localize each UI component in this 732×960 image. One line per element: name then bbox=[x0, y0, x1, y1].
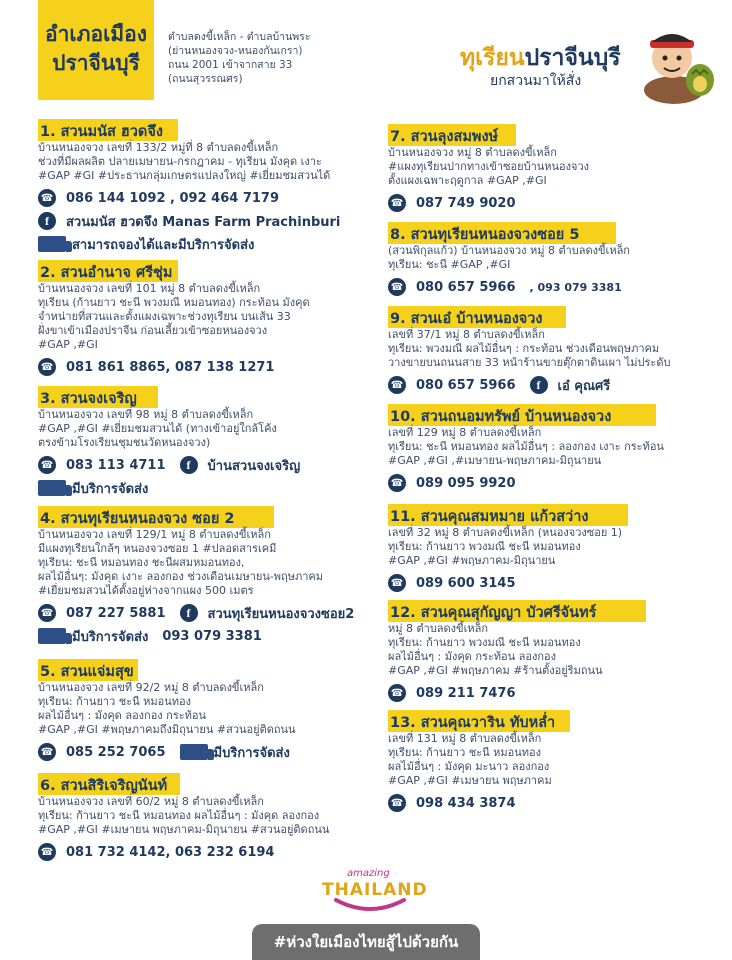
phone-number: 081 732 4142, 063 232 6194 bbox=[66, 844, 275, 860]
phone-number: 098 434 3874 bbox=[416, 795, 516, 811]
phone-icon: ☎ bbox=[388, 194, 406, 212]
phone-number: 080 657 5966 bbox=[416, 377, 516, 393]
phone-number: 089 600 3145 bbox=[416, 575, 516, 591]
contact-row bbox=[38, 626, 262, 646]
contact-row bbox=[38, 188, 279, 208]
orchard-details bbox=[388, 622, 603, 678]
facebook-page-name: สวนมนัส ฮวดจึง Manas Farm Prachinburi bbox=[66, 214, 341, 230]
phone-icon: ☎ bbox=[388, 794, 406, 812]
detail-line: ทุเรียน (ก้านยาว ชะนี พวงมณี หมอนทอง) กระท้อน มังคุด bbox=[38, 296, 310, 309]
orchard-details bbox=[38, 795, 329, 837]
facebook-page-name: สวนทุเรียนหนองจวงซอย2 bbox=[207, 606, 355, 622]
phone-number: 086 144 1092 , 092 464 7179 bbox=[66, 190, 280, 206]
facebook-icon: f bbox=[180, 604, 198, 622]
orchard-title: 5. สวนแจ่มสุข bbox=[40, 664, 134, 680]
phone-icon: ☎ bbox=[388, 278, 406, 296]
orchard-details bbox=[388, 526, 622, 568]
contact-row bbox=[38, 455, 300, 475]
orchard-title: 10. สวนถนอมทรัพย์ บ้านหนองจวง bbox=[390, 409, 612, 425]
delivery-truck-icon bbox=[38, 236, 66, 252]
delivery-note: มีบริการจัดส่ง bbox=[72, 629, 149, 645]
durian-mascot-icon bbox=[640, 26, 716, 106]
contact-row bbox=[38, 357, 274, 377]
contact-row bbox=[388, 375, 610, 395]
contact-row bbox=[38, 842, 274, 862]
detail-line: #GAP ,#GI #พฤษภาคม-มิถุนายน bbox=[388, 554, 556, 567]
detail-line: เลขที่ 32 หมู่ 8 ตำบลดงขี้เหล็ก (หนองจวงซอย 1) bbox=[388, 526, 623, 539]
contact-row bbox=[388, 793, 516, 813]
phone-icon: ☎ bbox=[38, 189, 56, 207]
orchard-title: 6. สวนสิริเจริญนันท์ bbox=[40, 778, 168, 794]
brand-title-highlight: ทุเรียน bbox=[460, 45, 525, 71]
detail-line: บ้านหนองจวง เลขที่ 92/2 หมู่ 8 ตำบลดงขี้เหล็ก bbox=[38, 681, 264, 694]
detail-line: บ้านหนองจวง เลขที่ 60/2 หมู่ 8 ตำบลดงขี้เหล็ก bbox=[38, 795, 264, 808]
detail-line: ทุเรียน: ชะนี #GAP ,#GI bbox=[388, 258, 511, 271]
detail-line: เลขที่ 131 หมู่ 8 ตำบลดงขี้เหล็ก bbox=[388, 732, 542, 745]
detail-line: บ้านหนองจวง หมู่ 8 ตำบลดงขี้เหล็ก bbox=[388, 146, 557, 159]
detail-line: #GAP ,#GI #เยี่ยมชมสวนได้ (ทางเข้าอยู่ใกล้โค้ง bbox=[38, 422, 277, 435]
detail-line: ทุเรียน: ก้านยาว พวงมณี ชะนี หมอนทอง bbox=[388, 636, 581, 649]
detail-line: #GAP #GI #ประธานกลุ่มเกษตรแปลงใหญ่ #เยี่ยมชมสวนได้ bbox=[38, 169, 331, 182]
orchard-title: 9. สวนเอ๋ บ้านหนองจวง bbox=[390, 311, 543, 327]
address-line: ถนน 2001 เข้าจากสาย 33 bbox=[168, 59, 293, 71]
detail-line: (สวนพิกุลแก้ว) บ้านหนองจวง หมู่ 8 ตำบลดงขี้เหล็ก bbox=[388, 244, 630, 257]
delivery-note: สามารถจองได้และมีบริการจัดส่ง bbox=[72, 237, 255, 253]
brand-title-rest: ปราจีนบุรี bbox=[524, 45, 621, 71]
contact-row bbox=[38, 603, 354, 623]
contact-row bbox=[388, 193, 516, 213]
orchard-title: 2. สวนอำนาจ ศรีชุ่ม bbox=[40, 265, 173, 281]
detail-line: บ้านหนองจวง เลขที่ 129/1 หมู่ 8 ตำบลดงขี้เหล็ก bbox=[38, 528, 271, 541]
detail-line: #แผงทุเรียนปากทางเข้าซอยบ้านหนองจวง bbox=[388, 160, 590, 173]
address-line: (ถนนสุวรรณศร) bbox=[168, 73, 243, 85]
thailand-swoosh-icon bbox=[330, 896, 410, 914]
contact-row bbox=[388, 277, 622, 297]
orchard-details bbox=[388, 328, 670, 370]
phone-number: 085 252 7065 bbox=[66, 744, 166, 760]
detail-line: ผลไม้อื่นๆ : มังคุด กระท้อน ลองกอง bbox=[388, 650, 557, 663]
detail-line: ผลไม้อื่นๆ : มังคุด มะนาว ลองกอง bbox=[388, 760, 550, 773]
address-line: ตำบลดงขี้เหล็ก - ตำบลบ้านพระ bbox=[168, 31, 311, 43]
amazing-thailand-logo-small: amazing bbox=[347, 868, 390, 879]
detail-line: บ้านหนองจวง เลขที่ 133/2 หมู่ที่ 8 ตำบลดงขี้เหล็ก bbox=[38, 141, 279, 154]
orchard-details bbox=[388, 244, 630, 272]
delivery-note: มีบริการจัดส่ง bbox=[72, 481, 149, 497]
amazing-thailand-logo-text: THAILAND bbox=[322, 880, 428, 900]
detail-line: ทุเรียน: ก้านยาว พวงมณี ชะนี หมอนทอง bbox=[388, 540, 581, 553]
district-line2: ปราจีนบุรี bbox=[52, 51, 140, 75]
delivery-truck-icon bbox=[38, 628, 66, 644]
orchard-details bbox=[388, 146, 589, 188]
brand-subtitle: ยกสวนมาให้สั่ง bbox=[490, 73, 582, 89]
phone-number: 083 113 4711 bbox=[66, 457, 166, 473]
delivery-truck-icon bbox=[38, 480, 66, 496]
detail-line: #GAP ,#GI ,#เมษายน-พฤษภาคม-มิถุนายน bbox=[388, 454, 602, 467]
facebook-icon: f bbox=[530, 376, 548, 394]
detail-line: #GAP ,#GI #เมษายน พฤษภาคม-มิถุนายน #สวนอยู่ติดถนน bbox=[38, 823, 330, 836]
phone-number: 087 749 9020 bbox=[416, 195, 516, 211]
detail-line: ผลไม้อื่นๆ: มังคุด เงาะ ลองกอง ช่วงเดือนเมษายน-พฤษภาคม bbox=[38, 570, 324, 583]
detail-line: จำหน่ายที่สวนและตั้งแผงเฉพาะช่วงทุเรียน บนเส้น 33 bbox=[38, 310, 291, 323]
orchard-details bbox=[388, 426, 664, 468]
orchard-title: 11. สวนคุณสมหมาย แก้วสว่าง bbox=[390, 509, 589, 525]
detail-line: ผลไม้อื่นๆ : มังคุด ลองกอง กระท้อน bbox=[38, 709, 207, 722]
facebook-icon: f bbox=[180, 456, 198, 474]
phone-icon: ☎ bbox=[38, 604, 56, 622]
detail-line: เลขที่ 37/1 หมู่ 8 ตำบลดงขี้เหล็ก bbox=[388, 328, 545, 341]
phone-icon: ☎ bbox=[38, 456, 56, 474]
orchard-title: 1. สวนมนัส ฮวดจึง bbox=[40, 124, 163, 140]
detail-line: วางขายบนถนนสาย 33 หน้าร้านขายตุ๊กตาดินเผา ไม่ประดับ bbox=[388, 356, 671, 369]
detail-line: มีแผงทุเรียนใกล้ๆ หนองจวงซอย 1 #ปลอดสารเคมี bbox=[38, 542, 277, 555]
orchard-title: 13. สวนคุณวาริน ทับหล่ำ bbox=[390, 715, 556, 731]
contact-row bbox=[38, 211, 340, 231]
orchard-details bbox=[38, 681, 296, 737]
phone-number: 081 861 8865, 087 138 1271 bbox=[66, 359, 275, 375]
facebook-icon: f bbox=[38, 212, 56, 230]
detail-line: ทุเรียน: ชะนี หมอนทอง ผลไม้อื่นๆ : ลองกอง เงาะ กระท้อน bbox=[388, 440, 664, 453]
contact-row bbox=[38, 478, 148, 498]
phone-number: 089 211 7476 bbox=[416, 685, 516, 701]
contact-row bbox=[38, 234, 254, 254]
phone-icon: ☎ bbox=[38, 843, 56, 861]
orchard-details bbox=[38, 408, 277, 450]
orchard-title: 12. สวนคุณสุกัญญา บัวศรีจันทร์ bbox=[390, 605, 597, 621]
detail-line: #เยี่ยมชมสวนได้ตั้งอยู่ห่างจากแผง 500 เมตร bbox=[38, 584, 254, 597]
phone-number: 080 657 5966 bbox=[416, 279, 516, 295]
phone-icon: ☎ bbox=[38, 743, 56, 761]
contact-row bbox=[388, 573, 516, 593]
address-line: (ย่านหนองจวง-หนองกันเกรา) bbox=[168, 45, 303, 57]
orchard-details bbox=[388, 732, 552, 788]
orchard-details bbox=[38, 141, 330, 183]
orchard-details bbox=[38, 528, 323, 598]
hashtag-banner: #ห่วงใยเมืองไทยสู้ไปด้วยกัน bbox=[252, 924, 480, 960]
detail-line: ตั้งแผงเฉพาะฤดูกาล #GAP ,#GI bbox=[388, 174, 547, 187]
contact-row bbox=[388, 473, 516, 493]
detail-line: #GAP ,#GI bbox=[38, 338, 98, 351]
district-badge bbox=[38, 0, 154, 100]
detail-line: ช่วงที่มีผลผลิต ปลายเมษายน-กรกฎาคม - ทุเรียน มังคุด เงาะ bbox=[38, 155, 322, 168]
contact-row bbox=[388, 683, 516, 703]
address-block bbox=[168, 30, 368, 86]
orchard-title: 8. สวนทุเรียนหนองจวงซอย 5 bbox=[390, 227, 580, 243]
detail-line: #GAP ,#GI #พฤษภาคม #ร้านตั้งอยู่ริมถนน bbox=[388, 664, 603, 677]
phone-icon: ☎ bbox=[388, 376, 406, 394]
detail-line: #GAP ,#GI #เมษายน พฤษภาคม bbox=[388, 774, 552, 787]
facebook-page-name: เอ๋ คุณศรี bbox=[557, 378, 611, 394]
phone-icon: ☎ bbox=[388, 574, 406, 592]
orchard-title: 4. สวนทุเรียนหนองจวง ซอย 2 bbox=[40, 511, 235, 527]
detail-line: ทุเรียน: พวงมณี ผลไม้อื่นๆ : กระท้อน ช่วงเดือนพฤษภาคม bbox=[388, 342, 660, 355]
detail-line: ทุเรียน: ก้านยาว ชะนี หมอนทอง bbox=[388, 746, 541, 759]
detail-line: ตรงข้ามโรงเรียนชุมชนวัดหนองจวง) bbox=[38, 436, 211, 449]
delivery-truck-icon bbox=[180, 744, 208, 760]
detail-line: หมู่ 8 ตำบลดงขี้เหล็ก bbox=[388, 622, 488, 635]
orchard-details bbox=[38, 282, 310, 352]
phone-number: 093 079 3381 bbox=[162, 628, 262, 644]
phone-icon: ☎ bbox=[38, 358, 56, 376]
phone-number: 089 095 9920 bbox=[416, 475, 516, 491]
delivery-note: มีบริการจัดส่ง bbox=[213, 745, 290, 761]
detail-line: #GAP ,#GI #พฤษภาคมถึงมิถุนายน #สวนอยู่ติดถนน bbox=[38, 723, 296, 736]
detail-line: บ้านหนองจวง เลขที่ 101 หมู่ 8 ตำบลดงขี้เหล็ก bbox=[38, 282, 261, 295]
contact-row bbox=[38, 742, 290, 762]
orchard-title: 7. สวนลุงสมพงษ์ bbox=[390, 129, 499, 145]
phone-icon: ☎ bbox=[388, 684, 406, 702]
phone-number: 087 227 5881 bbox=[66, 605, 166, 621]
phone-icon: ☎ bbox=[388, 474, 406, 492]
orchard-title: 3. สวนจงเจริญ bbox=[40, 391, 137, 407]
phone-number: , 093 079 3381 bbox=[529, 280, 622, 294]
district-line1: อำเภอเมือง bbox=[45, 22, 147, 46]
detail-line: เลขที่ 129 หมู่ 8 ตำบลดงขี้เหล็ก bbox=[388, 426, 542, 439]
facebook-page-name: บ้านสวนจงเจริญ bbox=[207, 458, 301, 474]
detail-line: ทุเรียน: ชะนี หมอนทอง ชะนีผสมหมอนทอง, bbox=[38, 556, 245, 569]
detail-line: ฝั่งขาเข้าเมืองปราจีน ก่อนเลี้ยวเข้าซอยหนองจวง bbox=[38, 324, 268, 337]
detail-line: ทุเรียน: ก้านยาว ชะนี หมอนทอง bbox=[38, 695, 191, 708]
detail-line: ทุเรียน: ก้านยาว ชะนี หมอนทอง ผลไม้อื่นๆ : มังคุด ลองกอง bbox=[38, 809, 320, 822]
detail-line: บ้านหนองจวง เลขที่ 98 หมู่ 8 ตำบลดงขี้เหล็ก bbox=[38, 408, 254, 421]
